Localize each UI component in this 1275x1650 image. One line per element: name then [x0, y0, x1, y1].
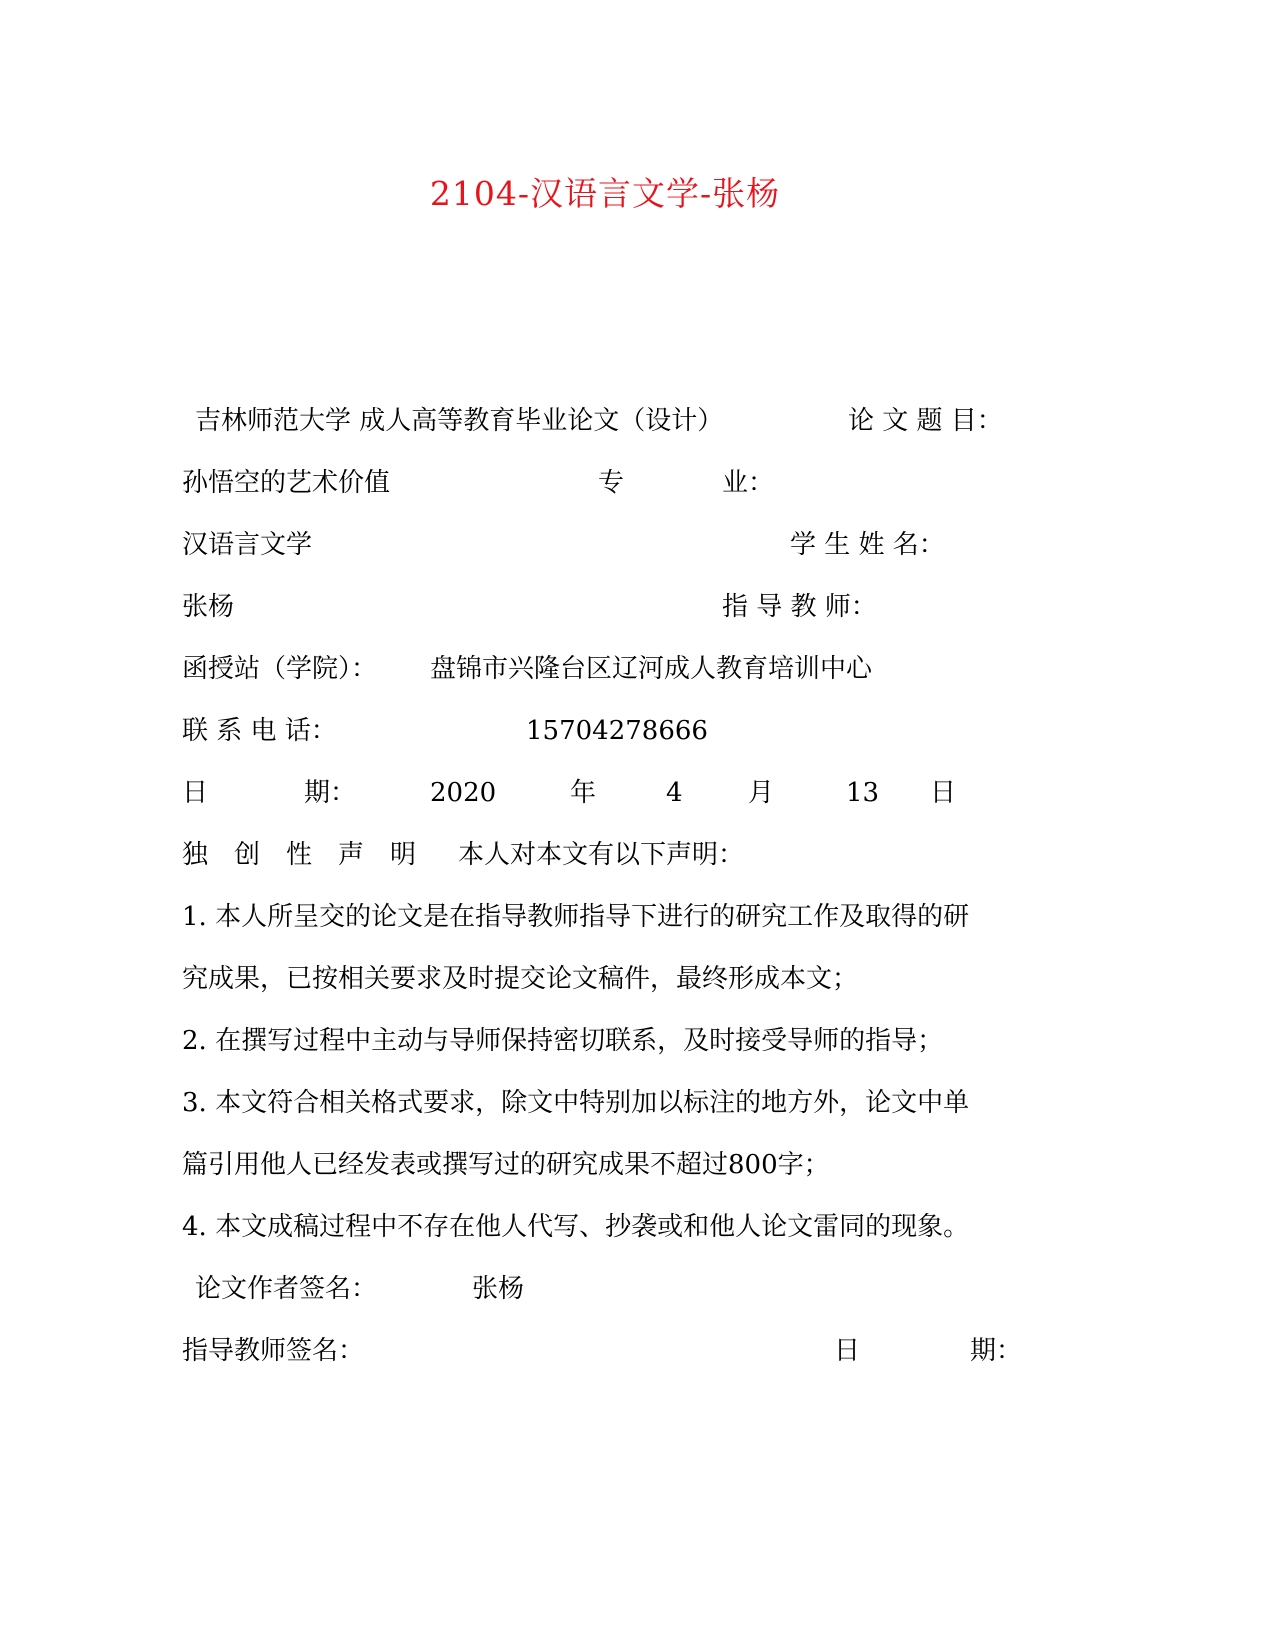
date-label-b: 期：: [304, 778, 357, 808]
phone-label: 联 系 电 话：: [182, 716, 337, 746]
author-signature-label: 论文作者签名：: [195, 1274, 378, 1304]
declaration-item-1-line-1: 1. 本人所呈交的论文是在指导教师指导下进行的研究工作及取得的研: [182, 902, 970, 932]
major-label-b: 业：: [722, 468, 775, 498]
document-title: 2104-汉语言文学-张杨: [429, 174, 781, 213]
student-label: 学 生 姓 名：: [790, 530, 945, 560]
declaration-item-3-line-2: 篇引用他人已经发表或撰写过的研究成果不超过800字；: [182, 1150, 830, 1180]
student-value: 张杨: [182, 592, 235, 622]
topic-value: 孙悟空的艺术价值: [182, 468, 391, 498]
date-year-unit: 年: [570, 778, 597, 808]
declaration-intro: 本人对本文有以下声明：: [458, 840, 745, 870]
advisor-label: 指 导 教 师：: [722, 592, 877, 622]
date-day: 13: [846, 778, 880, 808]
major-label-a: 专: [598, 468, 625, 498]
signature-date-label-b: 期：: [970, 1336, 1023, 1366]
school-name: 吉林师范大学 成人高等教育毕业论文（设计）: [195, 406, 724, 436]
station-label: 函授站（学院）：: [182, 654, 378, 684]
date-month: 4: [666, 778, 683, 808]
topic-label: 论 文 题 目：: [848, 406, 1003, 436]
signature-date-label-a: 日: [834, 1336, 861, 1366]
date-label-a: 日: [182, 778, 209, 808]
station-value: 盘锦市兴隆台区辽河成人教育培训中心: [430, 654, 873, 684]
declaration-item-3-line-1: 3. 本文符合相关格式要求，除文中特别加以标注的地方外，论文中单: [182, 1088, 970, 1118]
declaration-item-4: 4. 本文成稿过程中不存在他人代写、抄袭或和他人论文雷同的现象。: [182, 1212, 970, 1242]
phone-value: 15704278666: [526, 716, 708, 746]
declaration-heading: 独 创 性 声 明: [182, 840, 417, 870]
major-value: 汉语言文学: [182, 530, 313, 560]
date-day-unit: 日: [930, 778, 957, 808]
date-month-unit: 月: [748, 778, 775, 808]
declaration-item-1-line-2: 究成果，已按相关要求及时提交论文稿件，最终形成本文；: [182, 964, 859, 994]
declaration-item-2: 2. 在撰写过程中主动与导师保持密切联系，及时接受导师的指导；: [182, 1026, 944, 1056]
date-year: 2020: [430, 778, 497, 808]
advisor-signature-label: 指导教师签名：: [182, 1336, 365, 1366]
author-signature-value: 张杨: [472, 1274, 525, 1304]
